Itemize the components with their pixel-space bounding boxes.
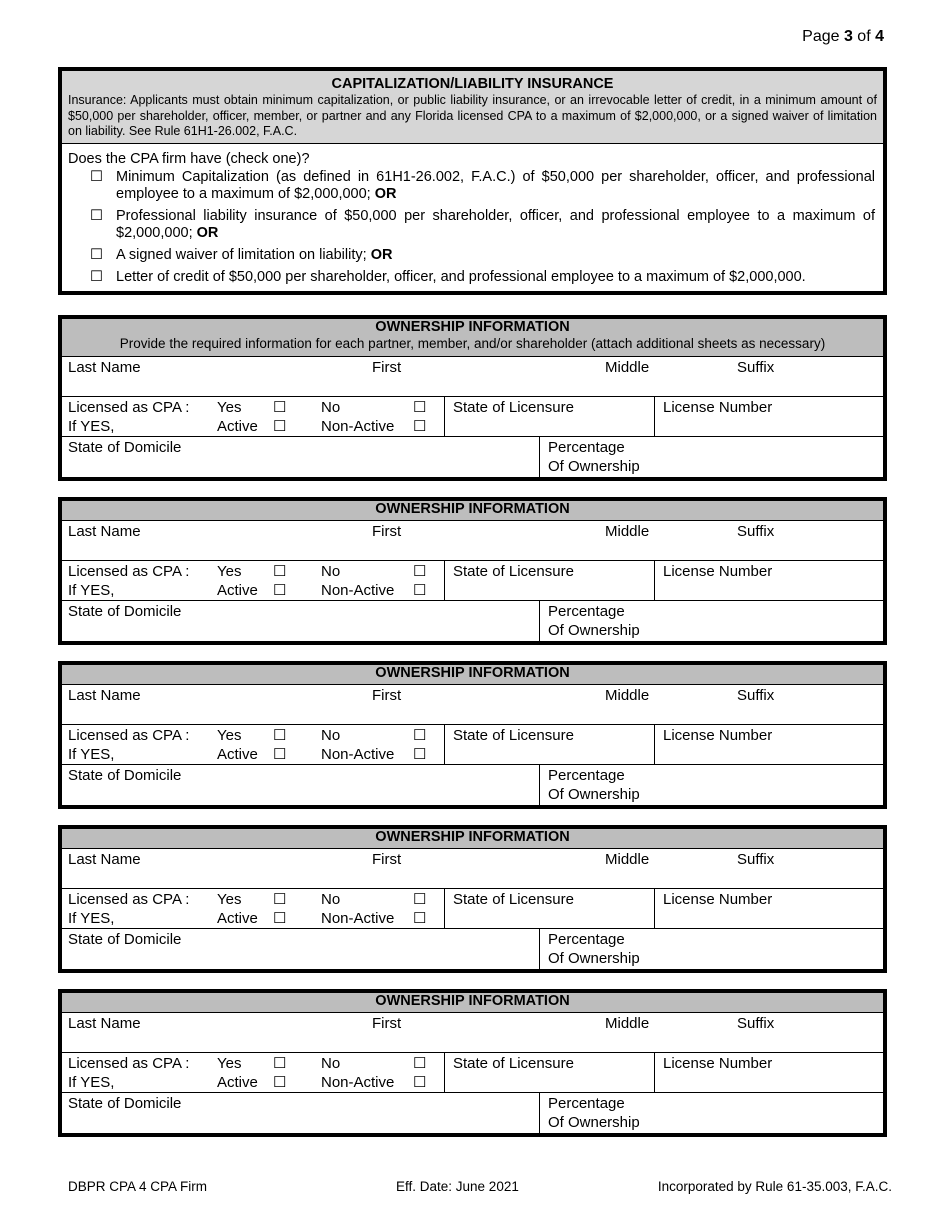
last-name-field[interactable]: Last Name [68,359,141,376]
ownership-block-3 [58,661,887,809]
first-name-field[interactable]: First [372,359,402,376]
license-row [62,1053,883,1093]
licensed-as-cpa-label: Licensed as CPA : [68,891,190,908]
state-of-licensure-field[interactable]: State of Licensure [453,1055,574,1072]
license-number-field[interactable]: License Number [663,399,773,416]
ownership-header [62,319,883,357]
name-row [62,1013,883,1053]
no-label: No [321,891,341,908]
option-or: OR [196,225,219,241]
option-letter-of-credit [62,269,883,286]
license-number-field[interactable]: License Number [663,563,773,580]
capitalization-question: Does the CPA firm have (check one)? [68,151,310,167]
name-row [62,685,883,725]
license-row [62,561,883,601]
license-row [62,397,883,437]
non-active-label: Non-Active [321,418,395,435]
ownership-subtitle: Provide the required information for each partner, member, and/or shareholder (attach additional sheets as necessary) [119,336,826,351]
suffix-field[interactable]: Suffix [737,523,775,540]
suffix-field[interactable]: Suffix [737,851,775,868]
column-divider [539,929,540,969]
column-divider [654,1053,655,1092]
active-label: Active [217,746,258,763]
option-minimum-capitalization [62,169,883,203]
active-checkbox[interactable]: ☐ [273,582,287,599]
ownership-header [62,993,883,1013]
checkbox-signed-waiver[interactable]: ☐ [90,247,103,263]
option-or: OR [374,186,397,202]
name-row [62,849,883,889]
if-yes-label: If YES, [68,418,115,435]
capitalization-title: CAPITALIZATION/LIABILITY INSURANCE [331,76,614,92]
suffix-field[interactable]: Suffix [737,1015,775,1032]
middle-name-field[interactable]: Middle [605,851,650,868]
ownership-block-2 [58,497,887,645]
non-active-label: Non-Active [321,1074,395,1091]
active-checkbox[interactable]: ☐ [273,1074,287,1091]
option-or: OR [370,247,393,263]
no-label: No [321,1055,341,1072]
license-row [62,889,883,929]
yes-label: Yes [217,1055,242,1072]
middle-name-field[interactable]: Middle [605,1015,650,1032]
column-divider [539,437,540,477]
percentage-of-ownership-field[interactable]: Percentage [548,1095,625,1112]
footer-eff-date: Eff. Date: June 2021 [396,1179,519,1194]
no-label: No [321,563,341,580]
checkbox-professional-liability[interactable]: ☐ [90,208,103,224]
yes-checkbox[interactable]: ☐ [273,563,287,580]
yes-checkbox[interactable]: ☐ [273,727,287,744]
name-row [62,357,883,397]
ownership-block-4 [58,825,887,973]
yes-label: Yes [217,399,242,416]
license-number-field[interactable]: License Number [663,727,773,744]
percentage-of-ownership-field[interactable]: Percentage [548,767,625,784]
yes-checkbox[interactable]: ☐ [273,891,287,908]
state-of-domicile-field[interactable]: State of Domicile [68,931,182,948]
page-current: 3 [843,28,853,45]
licensed-as-cpa-label: Licensed as CPA : [68,1055,190,1072]
page-of: of [852,28,876,45]
domicile-row [62,929,883,969]
state-of-licensure-field[interactable]: State of Licensure [453,891,574,908]
state-of-domicile-field[interactable]: State of Domicile [68,1095,182,1112]
state-of-licensure-field[interactable]: State of Licensure [453,727,574,744]
percentage-of-ownership-field[interactable]: Percentage [548,603,625,620]
no-label: No [321,399,341,416]
last-name-field[interactable]: Last Name [68,687,141,704]
capitalization-instructions: Insurance: Applicants must obtain minimum capitalization, or public liability insurance, or an irrevocable letter of credit, in a minimum amount of $50,000 per shareholder, officer, member, or partner and any Florida licensed CPA to a maximum of $2,000,000, or a signed waiver of limitation on liability. See Rule 61H1-26.002, F.A.C. [68,93,877,138]
column-divider [444,1053,445,1092]
active-checkbox[interactable]: ☐ [273,746,287,763]
option-text: Letter of credit of $50,000 per shareholder, officer, and professional employee to a maximum of $2,000,000. [116,269,806,285]
suffix-field[interactable]: Suffix [737,359,775,376]
if-yes-label: If YES, [68,1074,115,1091]
percentage-of-ownership-field[interactable]: Percentage [548,439,625,456]
checkbox-minimum-capitalization[interactable]: ☐ [90,169,103,185]
page-label: Page [802,28,844,45]
ownership-block-5 [58,989,887,1137]
non-active-checkbox[interactable]: ☐ [413,910,427,927]
domicile-row [62,765,883,805]
page-number [802,28,884,46]
active-label: Active [217,910,258,927]
licensed-as-cpa-label: Licensed as CPA : [68,727,190,744]
no-checkbox[interactable]: ☐ [413,399,427,416]
licensed-as-cpa-label: Licensed as CPA : [68,399,190,416]
if-yes-label: If YES, [68,910,115,927]
ownership-block-1 [58,315,887,481]
non-active-label: Non-Active [321,910,395,927]
non-active-checkbox[interactable]: ☐ [413,746,427,763]
domicile-row [62,1093,883,1133]
state-of-licensure-field[interactable]: State of Licensure [453,399,574,416]
non-active-checkbox[interactable]: ☐ [413,582,427,599]
column-divider [539,765,540,805]
non-active-checkbox[interactable]: ☐ [413,1074,427,1091]
no-checkbox[interactable]: ☐ [413,1055,427,1072]
state-of-domicile-field[interactable]: State of Domicile [68,767,182,784]
ownership-title: OWNERSHIP INFORMATION [375,993,570,1009]
no-checkbox[interactable]: ☐ [413,891,427,908]
suffix-field[interactable]: Suffix [737,687,775,704]
non-active-checkbox[interactable]: ☐ [413,418,427,435]
column-divider [444,397,445,436]
ownership-title: OWNERSHIP INFORMATION [375,665,570,681]
yes-label: Yes [217,563,242,580]
license-number-field[interactable]: License Number [663,1055,773,1072]
checkbox-letter-of-credit[interactable]: ☐ [90,269,103,285]
of-ownership-label: Of Ownership [548,1114,640,1131]
license-row [62,725,883,765]
of-ownership-label: Of Ownership [548,458,640,475]
domicile-row [62,601,883,641]
ownership-title: OWNERSHIP INFORMATION [375,319,570,335]
first-name-field[interactable]: First [372,523,402,540]
of-ownership-label: Of Ownership [548,950,640,967]
column-divider [654,397,655,436]
of-ownership-label: Of Ownership [548,622,640,639]
no-checkbox[interactable]: ☐ [413,563,427,580]
no-checkbox[interactable]: ☐ [413,727,427,744]
yes-checkbox[interactable]: ☐ [273,399,287,416]
column-divider [654,889,655,928]
page-total: 4 [875,28,884,45]
column-divider [444,725,445,764]
active-label: Active [217,1074,258,1091]
state-of-licensure-field[interactable]: State of Licensure [453,563,574,580]
ownership-header [62,665,883,685]
first-name-field[interactable]: First [372,1015,402,1032]
option-signed-waiver [62,247,883,264]
last-name-field[interactable]: Last Name [68,1015,141,1032]
capitalization-section [58,67,887,295]
yes-checkbox[interactable]: ☐ [273,1055,287,1072]
option-text: Professional liability insurance of $50,000 per shareholder, officer, and professional employee to a maximum of $2,000,000; [116,208,875,241]
middle-name-field[interactable]: Middle [605,359,650,376]
licensed-as-cpa-label: Licensed as CPA : [68,563,190,580]
first-name-field[interactable]: First [372,687,402,704]
license-number-field[interactable]: License Number [663,891,773,908]
ownership-title: OWNERSHIP INFORMATION [375,829,570,845]
middle-name-field[interactable]: Middle [605,687,650,704]
non-active-label: Non-Active [321,582,395,599]
yes-label: Yes [217,891,242,908]
ownership-title: OWNERSHIP INFORMATION [375,501,570,517]
column-divider [444,889,445,928]
first-name-field[interactable]: First [372,851,402,868]
of-ownership-label: Of Ownership [548,786,640,803]
last-name-field[interactable]: Last Name [68,851,141,868]
column-divider [539,1093,540,1133]
capitalization-header [62,71,883,144]
state-of-domicile-field[interactable]: State of Domicile [68,603,182,620]
no-label: No [321,727,341,744]
column-divider [539,601,540,641]
ownership-header [62,829,883,849]
active-label: Active [217,418,258,435]
name-row [62,521,883,561]
if-yes-label: If YES, [68,746,115,763]
column-divider [654,561,655,600]
footer-form-id: DBPR CPA 4 CPA Firm [68,1179,208,1194]
percentage-of-ownership-field[interactable]: Percentage [548,931,625,948]
column-divider [654,725,655,764]
footer-rule: Incorporated by Rule 61-35.003, F.A.C. [657,1179,892,1194]
domicile-row [62,437,883,477]
if-yes-label: If YES, [68,582,115,599]
option-text: Minimum Capitalization (as defined in 61H1-26.002, F.A.C.) of $50,000 per shareholder, officer, and professional employee to a maximum of $2,000,000; [116,169,875,202]
last-name-field[interactable]: Last Name [68,523,141,540]
ownership-header [62,501,883,521]
option-text: A signed waiver of limitation on liability; [116,247,371,263]
yes-label: Yes [217,727,242,744]
active-label: Active [217,582,258,599]
non-active-label: Non-Active [321,746,395,763]
middle-name-field[interactable]: Middle [605,523,650,540]
active-checkbox[interactable]: ☐ [273,418,287,435]
column-divider [444,561,445,600]
state-of-domicile-field[interactable]: State of Domicile [68,439,182,456]
option-professional-liability [62,208,883,242]
active-checkbox[interactable]: ☐ [273,910,287,927]
